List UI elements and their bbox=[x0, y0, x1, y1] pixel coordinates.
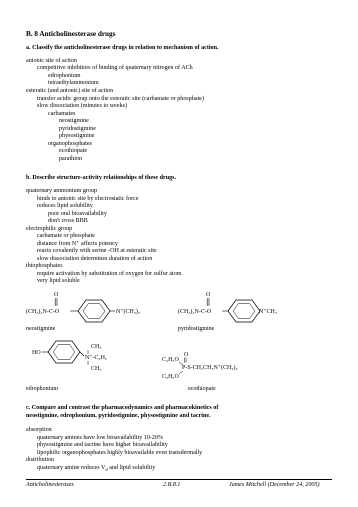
outline-item: ecothiopate bbox=[59, 148, 88, 154]
ethoxy-label: C₂H₅O bbox=[162, 357, 179, 363]
methyl-label: CH₃ bbox=[91, 366, 102, 372]
outline-item: don't cross BBB bbox=[48, 218, 88, 224]
phosphoryl-oxygen-label: O bbox=[184, 352, 189, 358]
quaternary-amine-label: N⁺(CH₃)₃ bbox=[116, 309, 141, 315]
outline-item: require activation by substitution of oxygen for sulfur atom bbox=[37, 271, 182, 277]
outline-item: reacts covalently with serine -OH at esteratic site bbox=[37, 248, 157, 254]
amine-bond bbox=[80, 352, 84, 356]
pyridinium-nitrogen-label: N⁺CH₃ bbox=[259, 309, 277, 315]
vd-text: quaternary amine reduces V bbox=[37, 465, 106, 471]
document-title: B. 8 Anticholinesterase drugs bbox=[26, 30, 116, 38]
outline-item: electrophilic group bbox=[26, 226, 73, 232]
outline-item: parathion bbox=[59, 156, 83, 162]
outline-item: tetraethylammonium bbox=[48, 80, 99, 86]
outline-item: organophosphates bbox=[48, 141, 92, 147]
outline-item: edrophonium bbox=[48, 73, 81, 79]
carbonyl-oxygen-label: O bbox=[206, 292, 211, 298]
outline-item: physostigmine and tacrine have higher bioavailability bbox=[37, 442, 168, 448]
outline-item: slow dissociation (minutes to weeks) bbox=[37, 103, 128, 109]
outline-item: binds to anionic site by electrostatic force bbox=[37, 196, 139, 202]
section-c-heading-line-1: c. Compare and contrast the pharmacodynamics and pharmacokinetics of bbox=[26, 405, 219, 411]
ethoxy-label: C₂H₅O bbox=[162, 374, 179, 380]
aromatic-inner-ring bbox=[53, 345, 75, 360]
outline-item: anionic site of action bbox=[26, 58, 77, 64]
ecothiopate-label: ecothiopate bbox=[188, 386, 216, 392]
outline-item: physostigmine bbox=[59, 133, 95, 139]
outline-item: distance from N⁺ affects potency bbox=[37, 241, 118, 247]
pyridostigmine-label: pyridostigmine bbox=[178, 326, 215, 332]
carbamate-group-label: (CH₃)₂N-C-O bbox=[178, 309, 212, 315]
pyridostigmine-structure bbox=[178, 288, 288, 342]
phosphorothioate-chain-label: P-S-CH₂CH₂N⁺(CH₃)₃ bbox=[182, 365, 238, 371]
edrophonium-structure bbox=[26, 340, 146, 396]
section-a-heading: a. Classify the anticholinesterase drugs in relation to mechanism of action. bbox=[26, 45, 219, 51]
outline-item bbox=[37, 465, 155, 473]
ethoxy-bond bbox=[179, 371, 183, 374]
edrophonium-label: edrophonium bbox=[26, 386, 58, 392]
carbamate-group-label: (CH₃)₂N-C-O bbox=[26, 309, 60, 315]
footer-left: Anticholinesterases bbox=[26, 482, 74, 488]
footer-rule bbox=[26, 479, 332, 480]
outline-item: thiophosphates bbox=[26, 263, 63, 269]
outline-item: slow dissociation determines duration of action bbox=[37, 256, 153, 262]
aromatic-inner-ring bbox=[233, 304, 255, 319]
hydroxyl-label: HO bbox=[32, 350, 41, 356]
outline-item: carbamates bbox=[48, 111, 76, 117]
aromatic-inner-ring bbox=[83, 304, 105, 319]
section-c-heading-line-2: neostigmine, edrophonium, pyridostigmine, physostigmine and tacrine. bbox=[26, 413, 211, 419]
ethyl-ammonium-label: N⁺-C₂H₅ bbox=[85, 355, 108, 361]
outline-item: quaternary ammonium group bbox=[26, 188, 98, 194]
outline-item: poor oral bioavailability bbox=[48, 211, 107, 217]
outline-item: transfer acidic group onto the esteratic site (carbamate or phosphate) bbox=[37, 96, 204, 102]
ecothiopate-structure bbox=[162, 352, 282, 396]
lipid-solubility-text: and lipid solubility bbox=[109, 465, 156, 471]
outline-item: neostigmine bbox=[59, 118, 89, 124]
outline-item: pyridostigmine bbox=[59, 126, 96, 132]
footer-author-date: James Mitchell (December 24, 2005) bbox=[229, 482, 320, 488]
section-b-heading: b. Describe structure-activity relationships of these drugs. bbox=[26, 175, 177, 181]
neostigmine-structure bbox=[26, 288, 146, 342]
outline-item: very lipid soluble bbox=[37, 278, 80, 284]
outline-item: carbamate or phosphate bbox=[37, 233, 95, 239]
footer-page-number: 2.B.8.1 bbox=[163, 482, 181, 488]
outline-item: lipophilic organophosphates highly bioavailable even transdermally bbox=[37, 450, 203, 456]
neostigmine-label: neostigmine bbox=[26, 326, 56, 332]
carbonyl-oxygen-label: O bbox=[54, 292, 59, 298]
outline-item: esteratic (and anionic) site of action bbox=[26, 88, 114, 94]
outline-item: absorption bbox=[26, 427, 52, 433]
methyl-label: CH₃ bbox=[91, 344, 102, 350]
outline-item: distribution bbox=[26, 457, 55, 463]
outline-item: quaternary amines have low bioavailability 10-20% bbox=[37, 435, 164, 441]
vd-subscript: d bbox=[105, 467, 108, 473]
outline-item: reduces lipid solubility bbox=[37, 203, 93, 209]
outline-item: competitive inhibitors of binding of quaternary nitrogen of ACh bbox=[37, 65, 193, 71]
